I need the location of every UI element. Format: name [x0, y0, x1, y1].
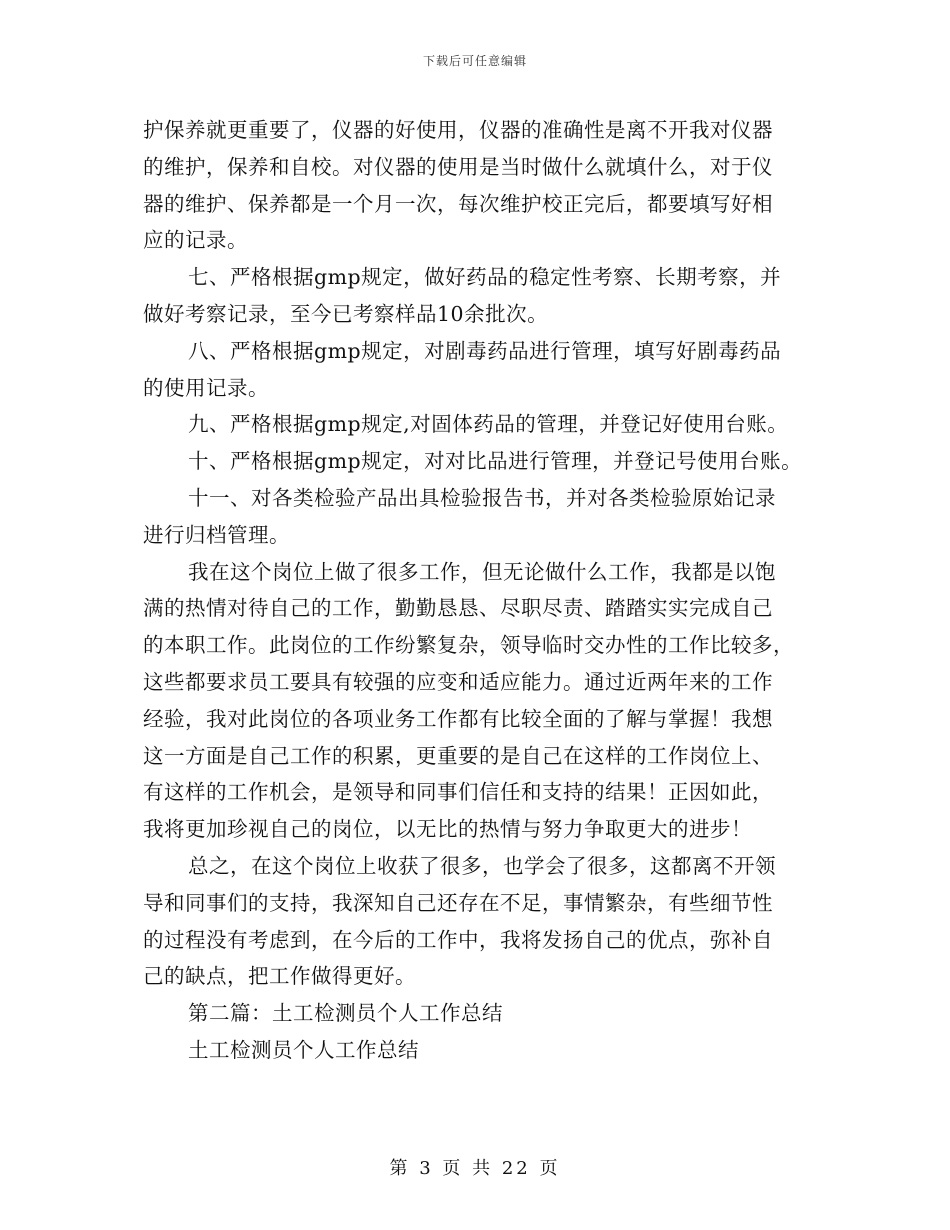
text-line: 这些都要求员工要具有较强的应变和适应能力。通过近两年来的工作 — [143, 669, 773, 694]
section-subheading: 土工检测员个人工作总结 — [188, 1037, 419, 1062]
text-line: 满的热情对待自己的工作，勤勤恳恳、尽职尽责、踏踏实实完成自己 — [143, 596, 773, 621]
text-line: 护保养就更重要了，仪器的好使用，仪器的准确性是离不开我对仪器 — [143, 118, 773, 142]
text-line: 我在这个岗位上做了很多工作，但无论做什么工作，我都是以饱 — [188, 559, 776, 584]
text-line: 己的缺点，把工作做得更好。 — [143, 964, 416, 989]
text-line: 七、严格根据gmp规定，做好药品的稳定性考察、长期考察，并 — [188, 265, 782, 290]
text-line: 的维护，保养和自校。对仪器的使用是当时做什么就填什么，对于仪 — [143, 154, 773, 179]
text-line: 应的记录。 — [143, 228, 248, 253]
section-heading: 第二篇：土工检测员个人工作总结 — [188, 1001, 503, 1026]
text-line: 十、严格根据gmp规定，对对比品进行管理，并登记号使用台账。 — [188, 449, 803, 474]
text-line: 的本职工作。此岗位的工作纷繁复杂，领导临时交办性的工作比较多， — [143, 633, 794, 658]
text-line: 器的维护、保养都是一个月一次，每次维护校正完后，都要填写好相 — [143, 191, 773, 216]
body-text — [143, 112, 811, 1069]
text-line: 的过程没有考虑到，在今后的工作中，我将发扬自己的优点，弥补自 — [143, 927, 773, 952]
text-line: 有这样的工作机会，是领导和同事们信任和支持的结果！正因如此， — [143, 780, 773, 805]
text-line: 的使用记录。 — [143, 375, 269, 400]
text-line: 导和同事们的支持，我深知自己还存在不足，事情繁杂，有些细节性 — [143, 890, 773, 915]
text-line: 总之，在这个岗位上收获了很多，也学会了很多，这都离不开领 — [188, 853, 776, 878]
text-line: 经验，我对此岗位的各项业务工作都有比较全面的了解与掌握！我想 — [143, 706, 773, 731]
page-header: 下载后可任意编辑 — [422, 54, 527, 68]
text-line: 进行归档管理。 — [143, 522, 290, 547]
text-line: 十一、对各类检验产品出具检验报告书，并对各类检验原始记录 — [188, 485, 776, 510]
text-line: 八、严格根据gmp规定，对剧毒药品进行管理，填写好剧毒药品 — [188, 338, 782, 363]
text-line: 九、严格根据gmp规定,对固体药品的管理，并登记好使用台账。 — [188, 412, 789, 437]
page-number-footer: 第 3 页 共 22 页 — [389, 1158, 561, 1179]
text-line: 这一方面是自己工作的积累，更重要的是自己在这样的工作岗位上、 — [143, 743, 773, 768]
text-line: 我将更加珍视自己的岗位，以无比的热情与努力争取更大的进步！ — [143, 817, 752, 842]
text-line: 做好考察记录，至今已考察样品10余批次。 — [143, 301, 549, 326]
